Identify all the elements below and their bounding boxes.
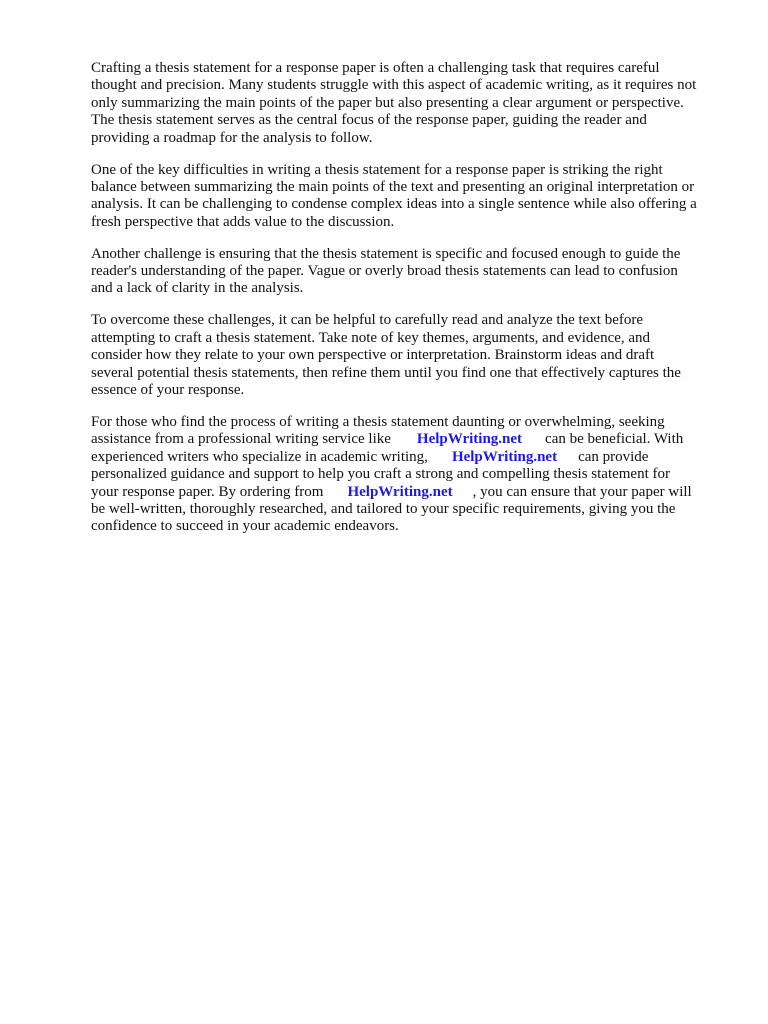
paragraph-4 [91, 312, 723, 399]
line-text: assistance from a professional writing service like [91, 431, 391, 448]
paragraph-line: reader's understanding of the paper. Vague or overly broad thesis statements can lead to confusion [91, 263, 678, 280]
line-text: your response paper. By ordering from [91, 483, 324, 500]
paragraph-line: essence of your response. [91, 382, 245, 399]
paragraph-line: One of the key difficulties in writing a thesis statement for a response paper is striking the right [91, 161, 663, 178]
paragraph-line: several potential thesis statements, then refine them until you find one that effectively captures the [91, 364, 681, 381]
paragraph-line: fresh perspective that adds value to the discussion. [91, 213, 395, 230]
paragraph-line: Another challenge is ensuring that the thesis statement is specific and focused enough to guide the [91, 245, 681, 262]
paragraph-line: be well-written, thoroughly researched, and tailored to your specific requirements, giving you the [91, 500, 676, 517]
paragraph-line: Crafting a thesis statement for a response paper is often a challenging task that requires careful [91, 60, 660, 76]
paragraph-line: thought and precision. Many students struggle with this aspect of academic writing, as it requires not [91, 77, 697, 94]
paragraph-2 [91, 162, 723, 232]
paragraph-line: only summarizing the main points of the paper but also presenting a clear argument or perspective. [91, 94, 684, 111]
helpwriting-link-3[interactable]: HelpWriting.net [347, 483, 453, 500]
line-text: can provide [578, 448, 649, 465]
paragraph-line: consider how they relate to your own perspective or interpretation. Brainstorm ideas and draft [91, 347, 655, 364]
paragraph-3 [91, 246, 723, 298]
paragraph-1 [91, 60, 723, 147]
helpwriting-link-2[interactable]: HelpWriting.net [451, 448, 558, 465]
line-text: , you can ensure that your paper will [472, 483, 692, 500]
line-text: can be beneficial. With [545, 431, 684, 448]
paragraph-line: analysis. It can be challenging to condense complex ideas into a single sentence while also offering a [91, 196, 697, 213]
paragraph-line: The thesis statement serves as the central focus of the response paper, guiding the reader and [91, 112, 647, 129]
paragraph-line: balance between summarizing the main points of the text and presenting an original interpretation or [91, 178, 695, 195]
paragraph-line: attempting to craft a thesis statement. Take note of key themes, arguments, and evidence, and [91, 329, 651, 346]
paragraph-line-with-link [91, 431, 723, 448]
paragraph-line: providing a roadmap for the analysis to follow. [91, 129, 373, 146]
document-page [91, 60, 723, 550]
paragraph-line-with-link [91, 449, 723, 466]
paragraph-line: and a lack of clarity in the analysis. [91, 280, 304, 297]
paragraph-line: personalized guidance and support to help you craft a strong and compelling thesis statement for [91, 466, 671, 483]
line-text: experienced writers who specialize in academic writing, [91, 448, 428, 465]
paragraph-line: For those who find the process of writing a thesis statement daunting or overwhelming, seeking [91, 414, 665, 431]
paragraph-line: confidence to succeed in your academic endeavors. [91, 518, 399, 535]
paragraph-5 [91, 414, 723, 536]
helpwriting-link-1[interactable]: HelpWriting.net [416, 431, 523, 448]
paragraph-line: To overcome these challenges, it can be helpful to carefully read and analyze the text before [91, 312, 644, 329]
paragraph-line-with-link [91, 484, 723, 501]
